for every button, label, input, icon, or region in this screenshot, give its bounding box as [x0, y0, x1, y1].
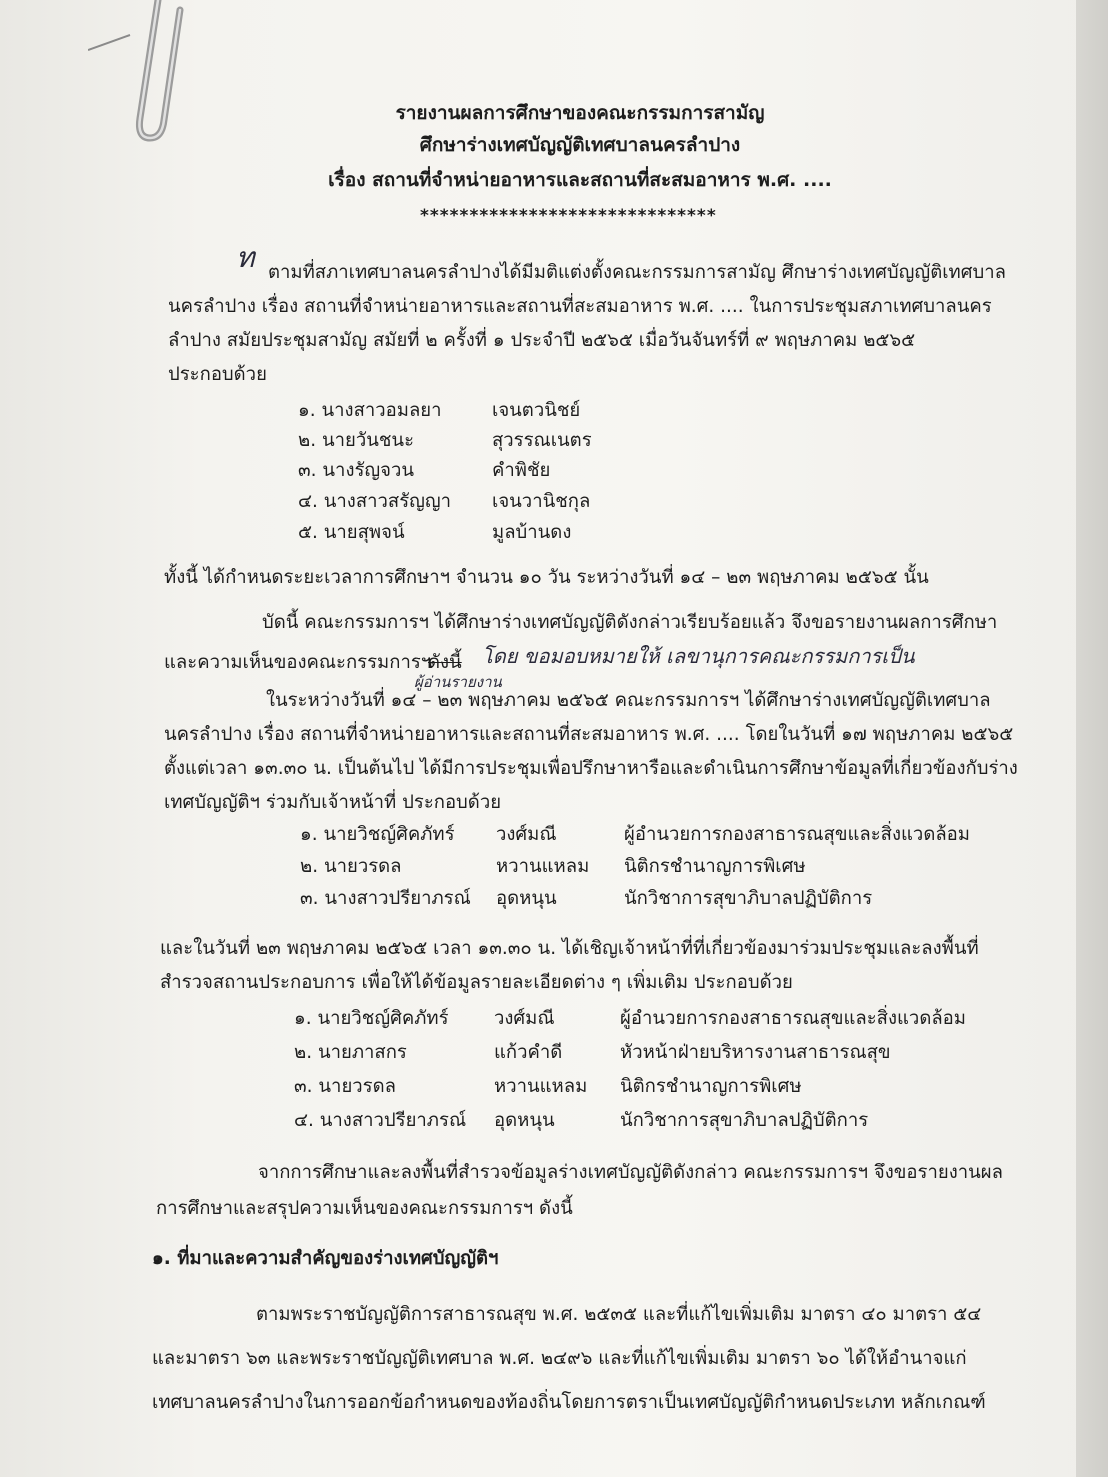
- official-position: ผู้อำนวยการกองสาธารณสุขและสิ่งแวดล้อม: [620, 1008, 966, 1029]
- official-name: ๒. นายภาสกร: [294, 1042, 407, 1063]
- section-line-1: ตามพระราชบัญญัติการสาธารณสุข พ.ศ. ๒๕๓๕ และที่แก้ไขเพิ่มเติม มาตรา ๔๐ มาตรา ๕๔: [256, 1304, 982, 1325]
- official-position: นิติกรชำนาญการพิเศษ: [620, 1076, 802, 1097]
- survey-line-1: และในวันที่ ๒๓ พฤษภาคม ๒๕๖๕ เวลา ๑๓.๓๐ น. ได้เชิญเจ้าหน้าที่ที่เกี่ยวข้องมาร่วมประชุมและลงพื้นที่: [160, 938, 979, 959]
- section-line-3: เทศบาลนครลำปางในการออกข้อกำหนดของท้องถิ่นโดยการตราเป็นเทศบัญญัติกำหนดประเภท หลักเกณฑ์: [152, 1392, 986, 1413]
- official-position: หัวหน้าฝ่ายบริหารงานสาธารณสุข: [620, 1042, 891, 1063]
- official-position: ผู้อำนวยการกองสาธารณสุขและสิ่งแวดล้อม: [624, 824, 970, 845]
- intro-line-4: ประกอบด้วย: [168, 364, 267, 385]
- study-line-2: นครลำปาง เรื่อง สถานที่จำหน่ายอาหารและสถานที่สะสมอาหาร พ.ศ. .... โดยในวันที่ ๑๗ พฤษภาคม ๒๕๖๕: [164, 724, 1014, 745]
- member-surname: คำพิชัย: [492, 460, 551, 481]
- official-surname: หวานแหลม: [496, 856, 590, 877]
- report-line-1: บัดนี้ คณะกรรมการฯ ได้ศึกษาร่างเทศบัญญัติดังกล่าวเรียบร้อยแล้ว จึงขอรายงานผลการศึกษา: [262, 612, 998, 633]
- conclusion-line-2: การศึกษาและสรุปความเห็นของคณะกรรมการฯ ดังนี้: [156, 1198, 573, 1219]
- official-position: นิติกรชำนาญการพิเศษ: [624, 856, 806, 877]
- study-line-3: ตั้งแต่เวลา ๑๓.๓๐ น. เป็นต้นไป ได้มีการประชุมเพื่อปรึกษาหารือและดำเนินการศึกษาข้อมูลที่เกี่ยวข้องกับร่าง: [164, 758, 1018, 779]
- study-line-4: เทศบัญญัติฯ ร่วมกับเจ้าหน้าที่ ประกอบด้วย: [164, 792, 502, 813]
- title-line-2: ศึกษาร่างเทศบัญญัติเทศบาลนครลำปาง: [419, 134, 741, 156]
- official-surname: อุดหนุน: [496, 888, 557, 909]
- section-line-2: และมาตรา ๖๓ และพระราชบัญญัติเทศบาล พ.ศ. ๒๔๙๖ และที่แก้ไขเพิ่มเติม มาตรา ๖๐ ได้ให้อำนาจแก่: [152, 1348, 967, 1369]
- official-position: นักวิชาการสุขาภิบาลปฏิบัติการ: [620, 1110, 869, 1131]
- survey-line-2: สำรวจสถานประกอบการ เพื่อให้ได้ข้อมูลรายละเอียดต่าง ๆ เพิ่มเติม ประกอบด้วย: [160, 972, 793, 993]
- handwritten-mark: ท: [236, 241, 255, 274]
- member-surname: เจนวานิชกุล: [492, 491, 591, 512]
- official-name: ๓. นายวรดล: [294, 1076, 396, 1097]
- official-surname: หวานแหลม: [494, 1076, 588, 1097]
- period-text: ทั้งนี้ ได้กำหนดระยะเวลาการศึกษาฯ จำนวน ๑๐ วัน ระหว่างวันที่ ๑๔ – ๒๓ พฤษภาคม ๒๕๖๕ นั้น: [164, 567, 929, 588]
- member-name: ๒. นายวันชนะ: [298, 430, 415, 451]
- intro-line-3: ลำปาง สมัยประชุมสามัญ สมัยที่ ๒ ครั้งที่ ๑ ประจำปี ๒๕๖๕ เมื่อวันจันทร์ที่ ๙ พฤษภาคม ๒๕๖๕: [168, 330, 916, 351]
- official-name: ๔. นางสาวปรียาภรณ์: [294, 1110, 467, 1131]
- background-strip: [1076, 0, 1108, 1477]
- conclusion-line-1: จากการศึกษาและลงพื้นที่สำรวจข้อมูลร่างเทศบัญญัติดังกล่าว คณะกรรมการฯ จึงขอรายงานผล: [258, 1162, 1003, 1183]
- member-name: ๕. นายสุพจน์: [298, 522, 405, 543]
- official-name: ๓. นางสาวปรียาภรณ์: [300, 888, 471, 909]
- official-surname: อุดหนุน: [494, 1110, 555, 1131]
- official-name: ๑. นายวิชญ์ศิคภัทร์: [294, 1008, 449, 1029]
- member-surname: เจนตวนิชย์: [492, 400, 581, 421]
- official-name: ๒. นายวรดล: [300, 856, 402, 877]
- handwritten-note-2: ผู้อ่านรายงาน: [414, 673, 502, 691]
- intro-line-1: ตามที่สภาเทศบาลนครลำปางได้มีมติแต่งตั้งคณะกรรมการสามัญ ศึกษาร่างเทศบัญญัติเทศบาล: [268, 262, 1006, 283]
- official-name: ๑. นายวิชญ์ศิคภัทร์: [300, 824, 455, 845]
- report-line-2: และความเห็นของคณะกรรมการฯ: [164, 652, 432, 673]
- title-line-1: รายงานผลการศึกษาของคณะกรรมการสามัญ: [395, 102, 765, 124]
- section-heading: ๑. ที่มาและความสำคัญของร่างเทศบัญญัติฯ: [152, 1248, 499, 1269]
- official-surname: วงศ์มณี: [496, 824, 557, 845]
- member-surname: สุวรรณเนตร: [492, 430, 592, 451]
- title-line-3: เรื่อง สถานที่จำหน่ายอาหารและสถานที่สะสมอาหาร พ.ศ. ....: [328, 169, 832, 191]
- title-divider: ******************************: [420, 206, 717, 226]
- member-surname: มูลบ้านดง: [492, 522, 572, 543]
- member-name: ๑. นางสาวอมลยา: [298, 400, 442, 421]
- official-position: นักวิชาการสุขาภิบาลปฏิบัติการ: [624, 888, 873, 909]
- official-surname: วงศ์มณี: [494, 1008, 555, 1029]
- intro-line-2: นครลำปาง เรื่อง สถานที่จำหน่ายอาหารและสถานที่สะสมอาหาร พ.ศ. .... ในการประชุมสภาเทศบาลนคร: [168, 296, 992, 317]
- member-name: ๓. นางรัญจวน: [298, 460, 415, 481]
- handwritten-note: โดย ขอมอบหมายให้ เลขานุการคณะกรรมการเป็น: [482, 644, 915, 668]
- official-surname: แก้วคำดี: [494, 1042, 563, 1063]
- study-line-1: ในระหว่างวันที่ ๑๔ – ๒๓ พฤษภาคม ๒๕๖๕ คณะกรรมการฯ ได้ศึกษาร่างเทศบัญญัติเทศบาล: [266, 690, 991, 711]
- struck-text: ดังนี้: [428, 652, 462, 673]
- member-name: ๔. นางสาวสรัญญา: [298, 491, 452, 512]
